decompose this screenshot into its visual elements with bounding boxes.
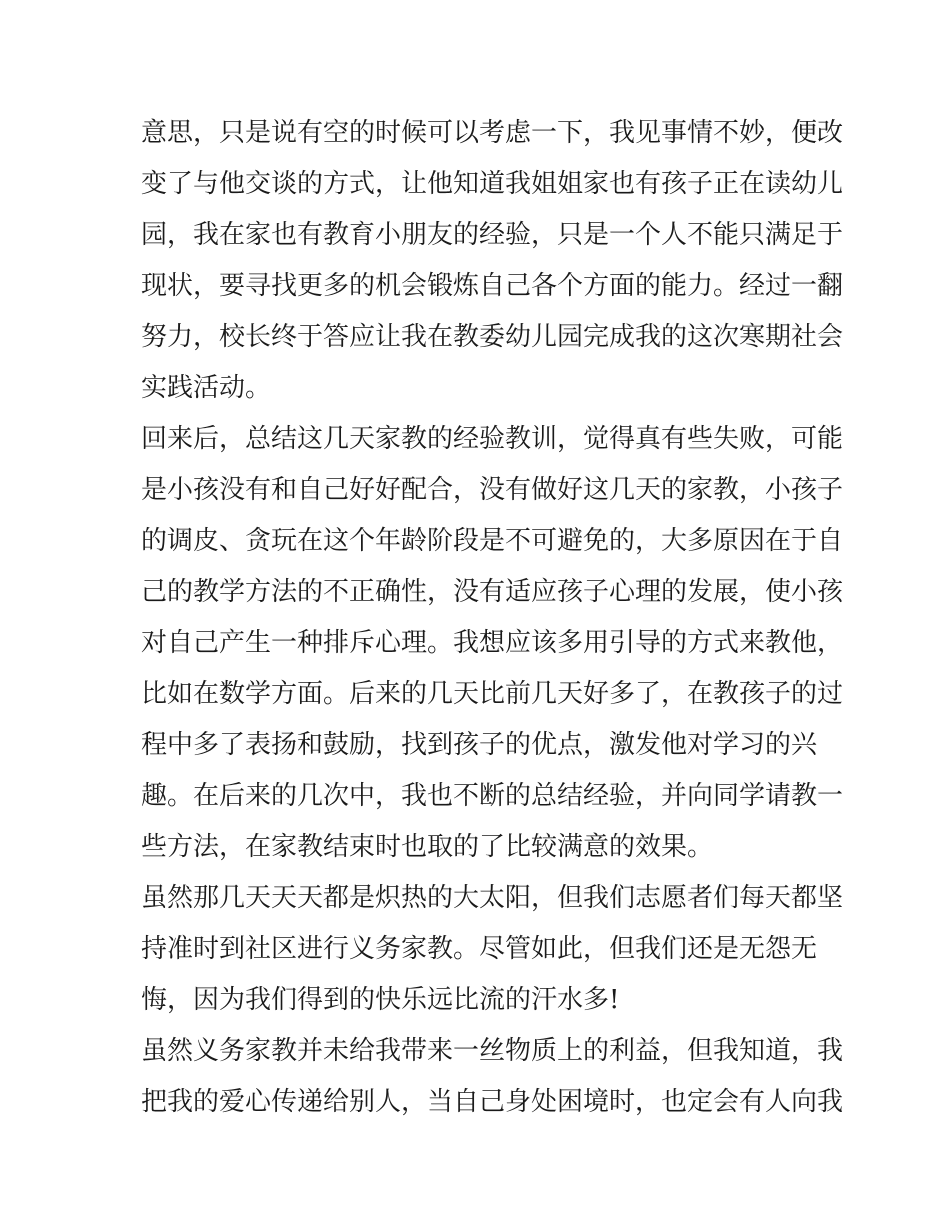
paragraph-1 (141, 108, 844, 414)
document-body (141, 108, 844, 1128)
text-line: 些方法，在家教结束时也取的了比较满意的效果。 (141, 832, 714, 862)
text-line: 对自己产生一种排斥心理。我想应该多用引导的方式来教他， (141, 628, 844, 658)
text-line: 回来后，总结这几天家教的经验教训，觉得真有些失败，可能 (141, 424, 844, 454)
paragraph-2 (141, 414, 844, 873)
paragraph-3 (141, 873, 844, 1026)
text-line: 持准时到社区进行义务家教。尽管如此，但我们还是无怨无 (141, 934, 818, 964)
text-line: 虽然义务家教并未给我带来一丝物质上的利益，但我知道，我 (141, 1036, 844, 1066)
text-line: 变了与他交谈的方式，让他知道我姐姐家也有孩子正在读幼儿 (141, 169, 844, 199)
text-line: 程中多了表扬和鼓励，找到孩子的优点，激发他对学习的兴 (141, 730, 818, 760)
text-line: 园，我在家也有教育小朋友的经验，只是一个人不能只满足于 (141, 220, 844, 250)
text-line: 趣。在后来的几次中，我也不断的总结经验，并向同学请教一 (141, 781, 844, 811)
text-line: 比如在数学方面。后来的几天比前几天好多了，在教孩子的过 (141, 679, 844, 709)
text-line: 是小孩没有和自己好好配合，没有做好这几天的家教，小孩子 (141, 475, 844, 505)
text-line: 己的教学方法的不正确性，没有适应孩子心理的发展，使小孩 (141, 577, 844, 607)
text-line: 现状，要寻找更多的机会锻炼自己各个方面的能力。经过一翻 (141, 271, 844, 301)
text-line: 把我的爱心传递给别人，当自己身处困境时，也定会有人向我 (141, 1087, 844, 1117)
text-line: 努力，校长终于答应让我在教委幼儿园完成我的这次寒期社会 (141, 322, 844, 352)
text-line: 意思，只是说有空的时候可以考虑一下，我见事情不妙，便改 (141, 118, 844, 148)
text-line: 悔，因为我们得到的快乐远比流的汗水多! (141, 985, 620, 1015)
text-line: 实践活动。 (141, 373, 272, 403)
text-line: 的调皮、贪玩在这个年龄阶段是不可避免的，大多原因在于自 (141, 526, 844, 556)
text-line: 虽然那几天天天都是炽热的大太阳，但我们志愿者们每天都坚 (141, 883, 844, 913)
paragraph-4 (141, 1026, 844, 1128)
